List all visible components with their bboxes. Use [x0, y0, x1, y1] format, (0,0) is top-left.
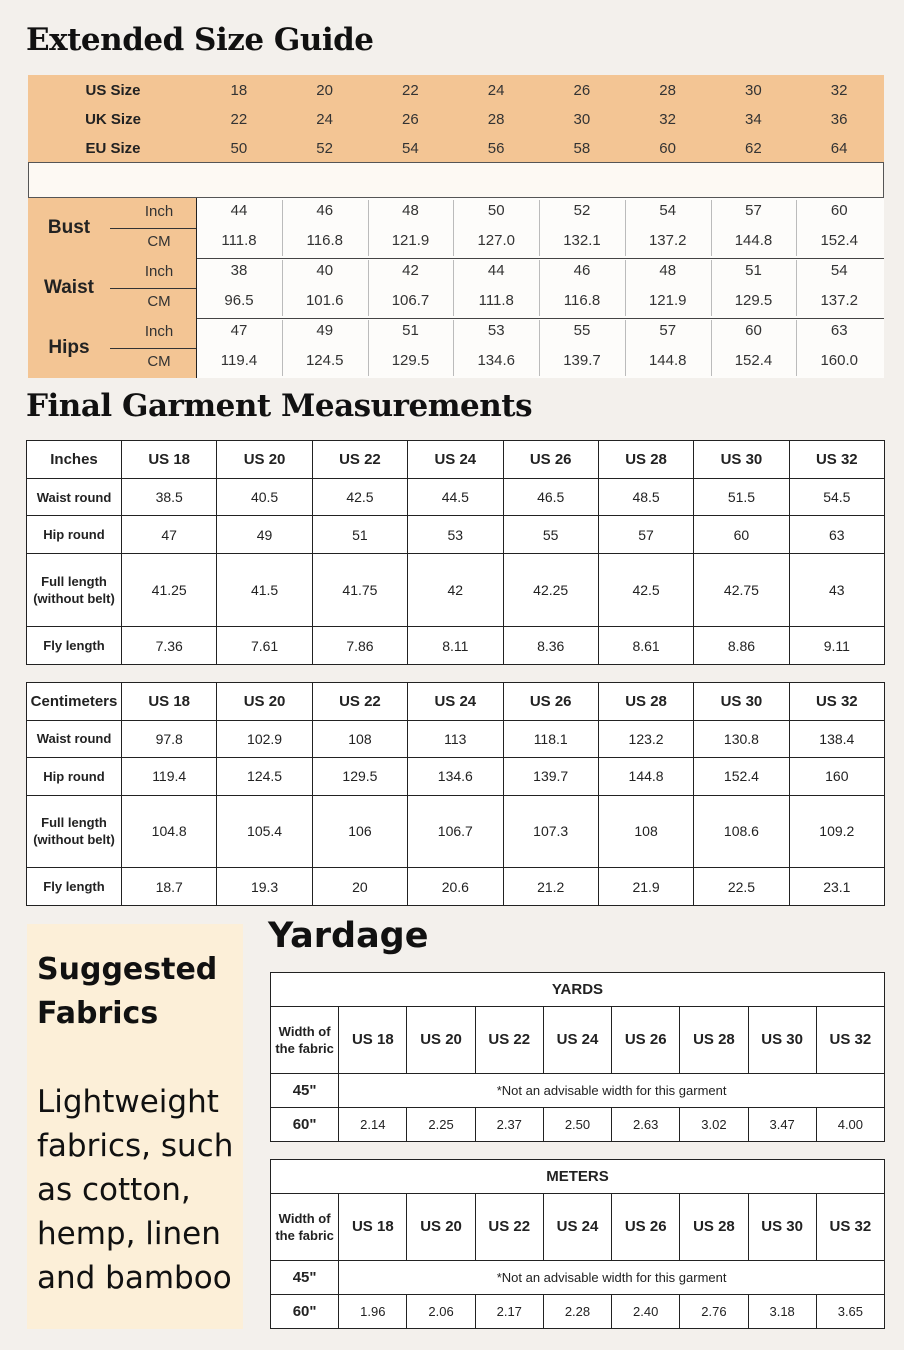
measurement-cell: 54.5 [789, 478, 884, 516]
size-column-header: US 18 [122, 441, 217, 479]
size-value: 52 [316, 140, 333, 157]
measurement-cell: 41.75 [312, 554, 407, 627]
inch-value: 60 [830, 202, 848, 219]
measurement-cell: 130.8 [694, 720, 789, 758]
size-header-row [28, 105, 884, 134]
size-column-header: US 26 [503, 683, 598, 721]
cm-value: 111.8 [478, 292, 514, 309]
size-value: 24 [487, 82, 505, 99]
size-value: 22 [230, 111, 248, 128]
inch-value: 51 [745, 262, 762, 279]
measurement-cell: 108.6 [694, 795, 789, 868]
cm-value: 134.6 [477, 352, 516, 369]
size-value: 32 [659, 111, 676, 128]
unit-label-cm: CM [147, 233, 171, 250]
size-value: 30 [573, 111, 591, 128]
unit-divider [110, 288, 196, 289]
unit-label-cm: CM [147, 293, 171, 310]
cm-value: 121.9 [391, 232, 430, 249]
size-header-row [28, 76, 884, 105]
size-column-header: US 28 [598, 683, 693, 721]
size-column-header: US 20 [217, 683, 312, 721]
measurement-cell: 139.7 [503, 758, 598, 796]
cm-value: 139.7 [563, 352, 601, 369]
size-system-label: US Size [85, 82, 141, 99]
fabric-width-label: 45" [271, 1260, 339, 1294]
inch-value: 42 [402, 262, 419, 279]
measurement-cell: 8.11 [408, 627, 503, 665]
size-value: 56 [487, 140, 505, 157]
size-column-header: US 32 [789, 683, 884, 721]
size-column-header: US 24 [408, 683, 503, 721]
measurement-cell: 48.5 [598, 478, 693, 516]
size-column-header: US 30 [694, 441, 789, 479]
size-value: 24 [316, 111, 333, 128]
size-column-header: US 26 [612, 1007, 680, 1073]
measurement-cell: 63 [789, 516, 884, 554]
row-label: Waist round [27, 720, 122, 758]
measurement-cell: 8.86 [694, 627, 789, 665]
measurement-cell: 109.2 [789, 795, 884, 868]
measurement-cell: 20 [312, 868, 407, 906]
yardage-value: 2.28 [543, 1294, 611, 1328]
yardage-value: 2.76 [680, 1294, 748, 1328]
measurement-cell: 138.4 [789, 720, 884, 758]
measurement-cell: 102.9 [217, 720, 312, 758]
size-value: 20 [316, 82, 333, 99]
measurement-cell: 21.2 [503, 868, 598, 906]
measurement-cell: 134.6 [408, 758, 503, 796]
measurement-cell: 106.7 [408, 795, 503, 868]
inch-value: 49 [316, 322, 334, 339]
table-row [27, 554, 885, 627]
measurement-cell: 43 [789, 554, 884, 627]
inch-value: 40 [316, 262, 334, 279]
measurement-cell: 108 [598, 795, 693, 868]
size-column-header: US 22 [312, 683, 407, 721]
size-column-header: US 22 [475, 1194, 543, 1260]
cm-value: 116.8 [563, 292, 601, 309]
labels-divider [196, 198, 197, 378]
size-column-header: US 30 [748, 1194, 816, 1260]
size-value: 28 [487, 111, 505, 128]
size-guide-title: Extended Size Guide [26, 22, 374, 58]
size-column-header: US 28 [680, 1007, 748, 1073]
size-column-header: US 22 [475, 1007, 543, 1073]
measurement-cell: 119.4 [122, 758, 217, 796]
measurement-cell: 113 [408, 720, 503, 758]
cm-value: 111.8 [221, 232, 257, 249]
measurement-cell: 19.3 [217, 868, 312, 906]
unit-label-inch: Inch [144, 323, 174, 340]
size-value: 54 [402, 140, 419, 157]
yardage-yards-table [270, 972, 885, 1142]
yardage-unit-heading: METERS [271, 1160, 885, 1194]
measurement-cell: 42.75 [694, 554, 789, 627]
cm-value: 152.4 [734, 352, 773, 369]
size-value: 34 [745, 111, 762, 128]
size-value: 32 [830, 82, 848, 99]
unit-label-cm: CM [147, 353, 171, 370]
table-row [27, 868, 885, 906]
size-column-header: US 32 [816, 1007, 884, 1073]
header-row [27, 441, 885, 479]
size-column-header: US 22 [312, 441, 407, 479]
size-column-header: US 30 [748, 1007, 816, 1073]
size-value: 26 [573, 82, 591, 99]
inch-value: 47 [230, 322, 248, 339]
size-value: 22 [402, 82, 419, 99]
fabric-width-label: 60" [271, 1107, 339, 1141]
row-label: Full length (without belt) [27, 795, 122, 868]
fabric-width-60-row [271, 1294, 885, 1328]
cm-value: 96.5 [224, 292, 254, 309]
measurement-cell: 104.8 [122, 795, 217, 868]
measurement-cell: 123.2 [598, 720, 693, 758]
table-row [27, 795, 885, 868]
yardage-value: 2.14 [339, 1107, 407, 1141]
size-column-header: US 26 [612, 1194, 680, 1260]
cm-value: 121.9 [648, 292, 687, 309]
size-column-header: US 24 [543, 1007, 611, 1073]
size-system-label: EU Size [85, 140, 141, 157]
width-of-fabric-label: Width of the fabric [271, 1194, 339, 1260]
garment-inches-table [26, 440, 885, 665]
size-value: 50 [230, 140, 248, 157]
yardage-value: 1.96 [339, 1294, 407, 1328]
size-column-header: US 26 [503, 441, 598, 479]
inch-value: 63 [830, 322, 848, 339]
measurement-cell: 97.8 [122, 720, 217, 758]
size-value: 62 [745, 140, 762, 157]
inch-value: 57 [745, 202, 762, 219]
measurement-cell: 51.5 [694, 478, 789, 516]
measurement-cell: 124.5 [217, 758, 312, 796]
unit-divider [110, 348, 196, 349]
measurement-cell: 160 [789, 758, 884, 796]
size-column-header: US 28 [598, 441, 693, 479]
size-column-header: US 30 [694, 683, 789, 721]
measurement-group-label: Bust [47, 217, 91, 238]
measurement-cell: 40.5 [217, 478, 312, 516]
size-column-header: US 32 [816, 1194, 884, 1260]
cm-value: 119.4 [220, 352, 258, 369]
inch-value: 46 [316, 202, 334, 219]
size-column-header: US 20 [407, 1194, 475, 1260]
width-of-fabric-label: Width of the fabric [271, 1007, 339, 1073]
yardage-value: 2.37 [475, 1107, 543, 1141]
measurement-cell: 21.9 [598, 868, 693, 906]
yardage-value: 3.18 [748, 1294, 816, 1328]
measurement-cell: 152.4 [694, 758, 789, 796]
row-label: Fly length [27, 868, 122, 906]
measurement-cell: 42.5 [312, 478, 407, 516]
measurement-cell: 38.5 [122, 478, 217, 516]
cm-value: 144.8 [648, 352, 687, 369]
cm-value: 127.0 [477, 232, 516, 249]
size-value: 18 [230, 82, 248, 99]
cm-value: 129.5 [391, 352, 430, 369]
size-column-header: US 32 [789, 441, 884, 479]
size-column-header: US 18 [122, 683, 217, 721]
measurement-cell: 42.25 [503, 554, 598, 627]
measurement-cell: 106 [312, 795, 407, 868]
yardage-value: 2.50 [543, 1107, 611, 1141]
table-row [27, 516, 885, 554]
cm-value: 152.4 [820, 232, 859, 249]
measurement-cell: 23.1 [789, 868, 884, 906]
cm-value: 144.8 [734, 232, 773, 249]
size-column-header: US 24 [408, 441, 503, 479]
measurement-group-label: Hips [48, 337, 90, 358]
inch-value: 44 [230, 202, 248, 219]
measurement-cell: 7.86 [312, 627, 407, 665]
measurement-cell: 46.5 [503, 478, 598, 516]
yardage-value: 2.25 [407, 1107, 475, 1141]
suggested-fabrics-title: Suggested Fabrics [37, 952, 218, 1031]
cm-value: 116.8 [306, 232, 343, 249]
inch-value: 38 [230, 262, 248, 279]
size-system-label: UK Size [85, 111, 141, 128]
measurement-cell: 49 [217, 516, 312, 554]
yardage-unit-heading: YARDS [271, 973, 885, 1007]
measurement-cell: 51 [312, 516, 407, 554]
measurement-cell: 105.4 [217, 795, 312, 868]
fabric-width-label: 60" [271, 1294, 339, 1328]
cm-value: 106.7 [391, 292, 430, 309]
inch-value: 60 [745, 322, 762, 339]
cm-value: 137.2 [820, 292, 859, 309]
measurement-cell: 22.5 [694, 868, 789, 906]
measurement-cell: 107.3 [503, 795, 598, 868]
measurement-cell: 8.61 [598, 627, 693, 665]
unit-divider [110, 228, 196, 229]
yardage-meters-table [270, 1159, 885, 1329]
cm-value: 137.2 [648, 232, 687, 249]
size-value: 28 [659, 82, 676, 99]
measurement-cell: 55 [503, 516, 598, 554]
table-row [27, 758, 885, 796]
yardage-value: 2.17 [475, 1294, 543, 1328]
fabric-width-45-row [271, 1260, 885, 1294]
inch-value: 55 [573, 322, 591, 339]
measurement-cell: 9.11 [789, 627, 884, 665]
garment-title: Final Garment Measurements [26, 388, 533, 424]
fabric-width-60-row [271, 1107, 885, 1141]
inch-value: 54 [830, 262, 848, 279]
measurement-cell: 8.36 [503, 627, 598, 665]
size-column-header: US 28 [680, 1194, 748, 1260]
yardage-size-row [271, 1007, 885, 1073]
row-label: Fly length [27, 627, 122, 665]
cm-value: 132.1 [563, 232, 601, 249]
size-value: 64 [830, 140, 848, 157]
inch-value: 53 [487, 322, 505, 339]
garment-centimeters-table [26, 682, 885, 906]
size-value: 26 [402, 111, 419, 128]
inch-value: 52 [573, 202, 591, 219]
table-row [27, 627, 885, 665]
size-column-header: US 24 [543, 1194, 611, 1260]
size-value: 36 [830, 111, 848, 128]
size-spacer-box [28, 162, 884, 198]
yardage-title: Yardage [268, 916, 429, 956]
measurement-cell: 20.6 [408, 868, 503, 906]
yardage-value: 3.02 [680, 1107, 748, 1141]
yardage-size-row [271, 1194, 885, 1260]
measurement-cell: 42.5 [598, 554, 693, 627]
cm-value: 101.6 [305, 292, 344, 309]
size-column-header: US 18 [339, 1194, 407, 1260]
size-value: 58 [573, 140, 591, 157]
inch-value: 51 [402, 322, 419, 339]
yardage-value: 2.40 [612, 1294, 680, 1328]
size-header-block [28, 75, 884, 162]
measurement-cell: 41.5 [217, 554, 312, 627]
size-column-header: US 20 [217, 441, 312, 479]
measurement-group-label: Waist [44, 277, 94, 298]
size-value: 30 [745, 82, 762, 99]
fabric-width-label: 45" [271, 1073, 339, 1107]
measurement-cell: 118.1 [503, 720, 598, 758]
measurement-cell: 108 [312, 720, 407, 758]
header-row [27, 683, 885, 721]
measurement-cell: 53 [408, 516, 503, 554]
row-label: Waist round [27, 478, 122, 516]
inch-value: 48 [402, 202, 419, 219]
table-row [27, 720, 885, 758]
not-advisable-note: *Not an advisable width for this garment [339, 1073, 885, 1107]
cm-value: 160.0 [820, 352, 859, 369]
yardage-value: 4.00 [816, 1107, 884, 1141]
measurement-cell: 44.5 [408, 478, 503, 516]
yardage-value: 2.06 [407, 1294, 475, 1328]
row-label: Hip round [27, 516, 122, 554]
size-column-header: US 18 [339, 1007, 407, 1073]
size-column-header: US 20 [407, 1007, 475, 1073]
fabric-width-45-row [271, 1073, 885, 1107]
inch-value: 44 [487, 262, 505, 279]
cm-value: 129.5 [734, 292, 773, 309]
table-corner-label: Centimeters [27, 683, 122, 721]
measurement-cell: 144.8 [598, 758, 693, 796]
yardage-heading-row [271, 973, 885, 1007]
table-row [27, 478, 885, 516]
not-advisable-note: *Not an advisable width for this garment [339, 1260, 885, 1294]
measurement-cell: 60 [694, 516, 789, 554]
unit-label-inch: Inch [144, 263, 174, 280]
yardage-heading-row [271, 1160, 885, 1194]
measurement-cell: 41.25 [122, 554, 217, 627]
measurement-cell: 7.61 [217, 627, 312, 665]
inch-value: 57 [659, 322, 677, 339]
inch-value: 48 [659, 262, 677, 279]
measurement-cell: 57 [598, 516, 693, 554]
suggested-fabrics-text: Lightweight fabrics, such as cotton, hemp, linen and bamboo [37, 1084, 234, 1296]
suggested-fabrics-box [27, 924, 243, 1329]
body-measurements-block [28, 198, 884, 378]
inch-value: 54 [659, 202, 677, 219]
unit-label-inch: Inch [144, 203, 174, 220]
row-label: Full length (without belt) [27, 554, 122, 627]
measurement-cell: 42 [408, 554, 503, 627]
yardage-value: 3.65 [816, 1294, 884, 1328]
row-label: Hip round [27, 758, 122, 796]
cm-value: 124.5 [305, 352, 344, 369]
measurement-cell: 129.5 [312, 758, 407, 796]
measurement-cell: 18.7 [122, 868, 217, 906]
table-corner-label: Inches [27, 441, 122, 479]
size-value: 60 [659, 140, 676, 157]
inch-value: 50 [487, 202, 505, 219]
inch-value: 46 [573, 262, 591, 279]
size-header-row [28, 134, 884, 163]
measurement-cell: 7.36 [122, 627, 217, 665]
yardage-value: 3.47 [748, 1107, 816, 1141]
yardage-value: 2.63 [612, 1107, 680, 1141]
measurement-cell: 47 [122, 516, 217, 554]
